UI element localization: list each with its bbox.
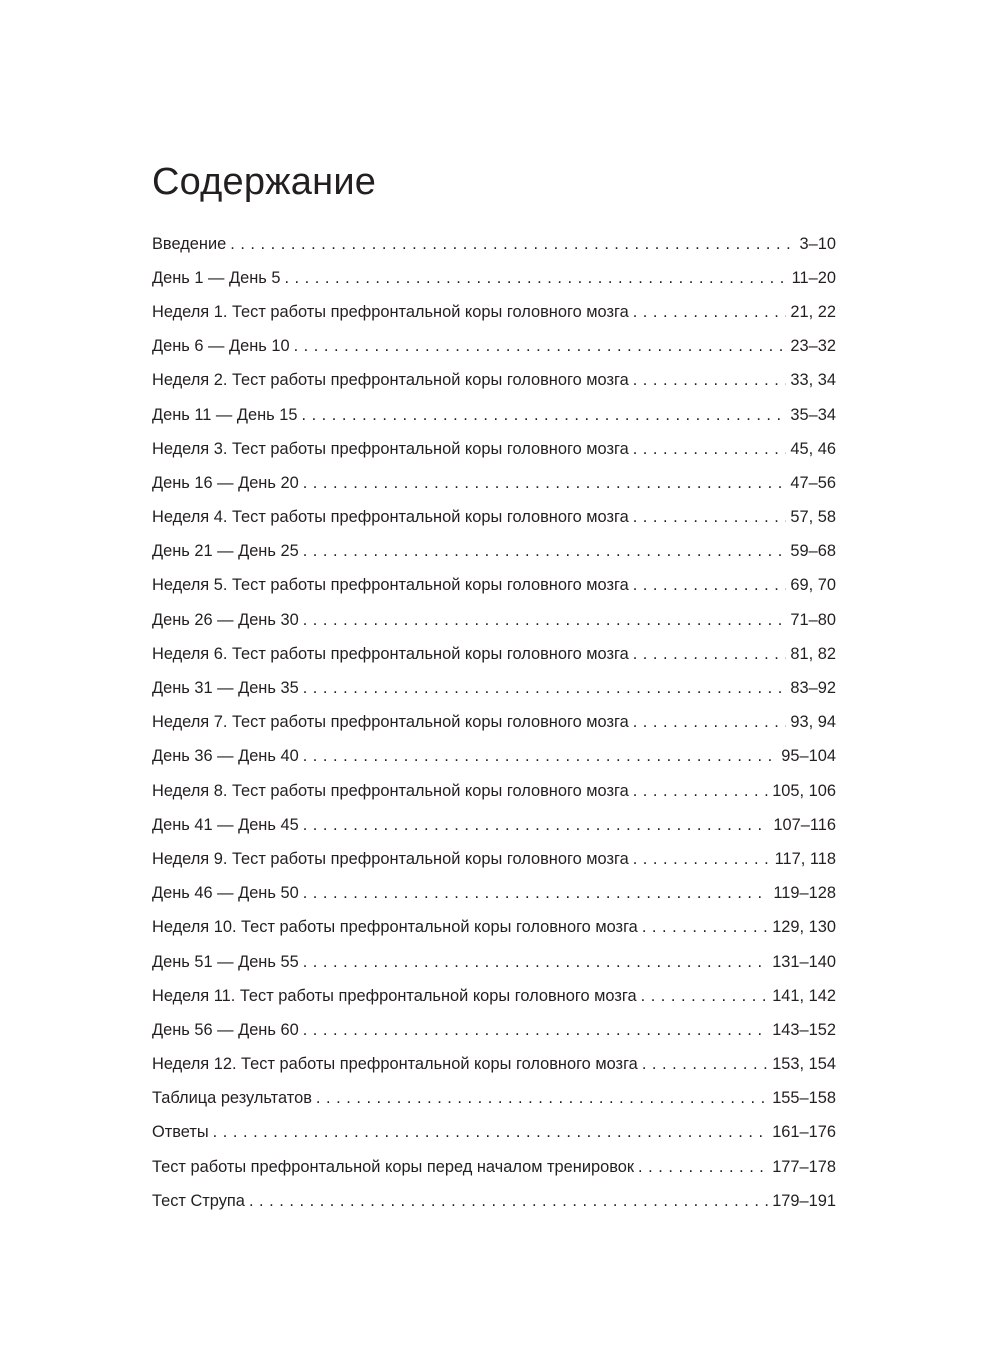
toc-dot-leader [284, 269, 787, 288]
toc-entry [152, 432, 836, 466]
toc-entry [152, 945, 836, 979]
toc-entry-label: Таблица результатов [152, 1089, 312, 1108]
toc-entry-label: День 16 — День 20 [152, 473, 299, 492]
toc-entry-pages: 95–104 [781, 747, 836, 766]
toc-entry-pages: 177–178 [772, 1157, 836, 1176]
toc-entry [152, 1048, 836, 1082]
toc-entry-label: День 56 — День 60 [152, 1020, 299, 1039]
toc-entry-label: Введение [152, 234, 227, 253]
toc-entry-pages: 57, 58 [790, 508, 836, 527]
toc-dot-leader [303, 611, 787, 630]
toc-entry-pages: 69, 70 [790, 576, 836, 595]
toc-entry-label: Неделя 10. Тест работы префронтальной коры головного мозга [152, 918, 638, 937]
toc-dot-leader [633, 713, 787, 732]
toc-entry-pages: 93, 94 [790, 713, 836, 732]
toc-entry-pages: 47–56 [790, 473, 836, 492]
toc-entry [152, 842, 836, 876]
toc-entry-pages: 23–32 [790, 337, 836, 356]
toc-dot-leader [301, 406, 786, 425]
toc-entry-pages: 81, 82 [790, 644, 836, 663]
toc-entry-label: Неделя 9. Тест работы префронтальной коры головного мозга [152, 849, 629, 868]
toc-entry-label: Неделя 2. Тест работы префронтальной коры головного мозга [152, 371, 629, 390]
toc-entry-pages: 35–34 [790, 405, 836, 424]
toc-entry [152, 227, 836, 261]
toc-dot-leader [633, 508, 787, 527]
toc-entry [152, 603, 836, 637]
toc-dot-leader [316, 1089, 768, 1108]
toc-entry [152, 877, 836, 911]
toc-entry [152, 774, 836, 808]
toc-entry-label: Неделя 8. Тест работы префронтальной коры головного мозга [152, 781, 629, 800]
toc-dot-leader [633, 371, 787, 390]
toc-entry-label: Тест Струпа [152, 1191, 245, 1210]
toc-entry [152, 808, 836, 842]
toc-entry-pages: 33, 34 [790, 371, 836, 390]
toc-entry-label: День 36 — День 40 [152, 747, 299, 766]
toc-dot-leader [303, 542, 787, 561]
toc-entry-label: День 21 — День 25 [152, 542, 299, 561]
toc-dot-leader [633, 576, 787, 595]
toc-entry-label: Неделя 4. Тест работы префронтальной коры головного мозга [152, 508, 629, 527]
toc-entry-label: День 46 — День 50 [152, 884, 299, 903]
toc-entry [152, 466, 836, 500]
toc-dot-leader [303, 884, 770, 903]
toc-entry-pages: 11–20 [791, 268, 836, 287]
toc-entry [152, 1082, 836, 1116]
toc-entry [152, 740, 836, 774]
toc-entry-label: Неделя 1. Тест работы префронтальной коры головного мозга [152, 302, 629, 321]
toc-entry [152, 1116, 836, 1150]
toc-entry [152, 1184, 836, 1218]
toc-dot-leader [213, 1123, 769, 1142]
toc-entry [152, 261, 836, 295]
toc-entry-pages: 131–140 [772, 952, 836, 971]
toc-entry-pages: 21, 22 [790, 302, 836, 321]
toc-dot-leader [633, 782, 769, 801]
toc-dot-leader [303, 474, 787, 493]
toc-entry-label: Неделя 3. Тест работы префронтальной коры головного мозга [152, 439, 629, 458]
toc-entry [152, 979, 836, 1013]
toc-dot-leader [642, 918, 768, 937]
toc-dot-leader [633, 645, 787, 664]
toc-entry-label: День 51 — День 55 [152, 952, 299, 971]
toc-entry [152, 706, 836, 740]
toc-entry [152, 569, 836, 603]
toc-entry [152, 671, 836, 705]
toc-dot-leader [633, 303, 787, 322]
toc-dot-leader [641, 987, 769, 1006]
toc-entry-pages: 107–116 [773, 815, 836, 834]
toc-entry [152, 1013, 836, 1047]
toc-entry-label: День 31 — День 35 [152, 679, 299, 698]
toc-dot-leader [633, 440, 787, 459]
toc-entry-label: Неделя 12. Тест работы префронтальной коры головного мозга [152, 1055, 638, 1074]
toc-dot-leader [642, 1055, 768, 1074]
page-title: Содержание [152, 161, 377, 203]
toc-entry-pages: 105, 106 [772, 781, 836, 800]
toc-entry [152, 295, 836, 329]
toc-entry [152, 364, 836, 398]
toc-entry-label: Ответы [152, 1123, 209, 1142]
toc-entry-label: Неделя 11. Тест работы префронтальной коры головного мозга [152, 986, 637, 1005]
toc-entry [152, 1150, 836, 1184]
toc-entry-pages: 117, 118 [774, 849, 836, 868]
toc-dot-leader [633, 850, 771, 869]
toc-entry-pages: 161–176 [772, 1123, 836, 1142]
toc-entry [152, 911, 836, 945]
toc-entry-label: День 26 — День 30 [152, 610, 299, 629]
toc-entry [152, 501, 836, 535]
toc-entry-label: Неделя 7. Тест работы префронтальной коры головного мозга [152, 713, 629, 732]
toc-entry [152, 637, 836, 671]
toc-entry-pages: 83–92 [790, 679, 836, 698]
toc-entry-pages: 119–128 [773, 884, 836, 903]
toc-entry-label: Тест работы префронтальной коры перед началом тренировок [152, 1157, 635, 1176]
toc-dot-leader [294, 337, 787, 356]
toc-dot-leader [303, 747, 778, 766]
toc-entry-pages: 179–191 [772, 1191, 836, 1210]
toc-entry [152, 535, 836, 569]
toc-dot-leader [303, 679, 787, 698]
toc-dot-leader [303, 816, 770, 835]
toc-entry-pages: 153, 154 [772, 1055, 836, 1074]
toc-dot-leader [230, 235, 795, 254]
toc-dot-leader [303, 1021, 769, 1040]
toc-dot-leader [249, 1192, 768, 1211]
table-of-contents [152, 227, 836, 1218]
toc-entry-pages: 141, 142 [772, 986, 836, 1005]
toc-entry-label: День 11 — День 15 [152, 405, 298, 424]
toc-entry-pages: 155–158 [772, 1089, 836, 1108]
toc-entry-label: Неделя 6. Тест работы префронтальной коры головного мозга [152, 644, 629, 663]
toc-entry-pages: 59–68 [790, 542, 836, 561]
toc-entry-label: День 1 — День 5 [152, 268, 281, 287]
toc-entry-pages: 3–10 [799, 234, 836, 253]
toc-entry-pages: 45, 46 [790, 439, 836, 458]
toc-entry-pages: 143–152 [772, 1020, 836, 1039]
toc-dot-leader [638, 1158, 768, 1177]
toc-entry [152, 330, 836, 364]
toc-entry-label: День 6 — День 10 [152, 337, 290, 356]
toc-entry [152, 398, 836, 432]
toc-entry-label: Неделя 5. Тест работы префронтальной коры головного мозга [152, 576, 629, 595]
toc-entry-pages: 129, 130 [772, 918, 836, 937]
toc-entry-pages: 71–80 [790, 610, 836, 629]
toc-dot-leader [303, 953, 769, 972]
toc-entry-label: День 41 — День 45 [152, 815, 299, 834]
